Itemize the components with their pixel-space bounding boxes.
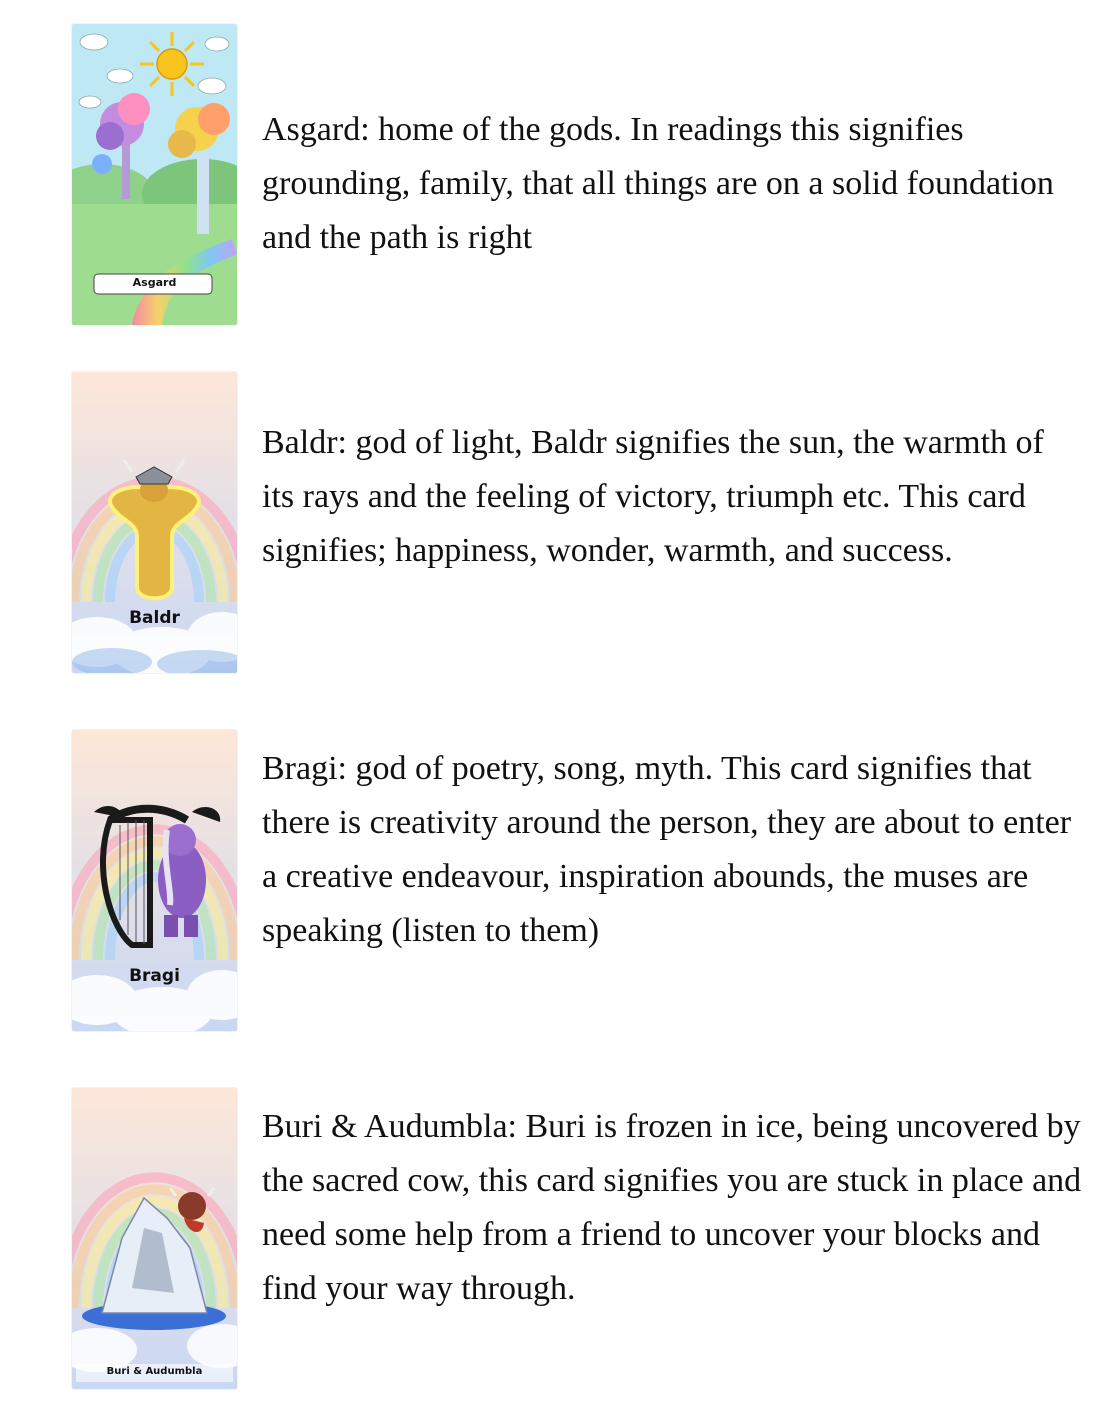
buri-audumbla-card-label: Buri & Audumbla [106, 1366, 203, 1377]
asgard-description: Asgard: home of the gods. In readings this signifies grounding, family, that all things are on a solid foundation and the path is right [262, 111, 1054, 256]
asgard-card-label: Asgard [132, 276, 177, 289]
baldr-card-image [72, 372, 237, 673]
asgard-card-image [72, 24, 237, 325]
bragi-description: Bragi: god of poetry, song, myth. This card signifies that there is creativity around the person, they are about to enter a creative endeavour, inspiration abounds, the muses are speaking (listen to them) [262, 750, 1072, 949]
buri-audumbla-description: Buri & Audumbla: Buri is frozen in ice, being uncovered by the sacred cow, this card signifies you are stuck in place and need some help from a friend to uncover your blocks and find your way through. [262, 1108, 1082, 1307]
baldr-card-label: Baldr [129, 608, 180, 628]
bragi-card-label: Bragi [129, 966, 180, 986]
baldr-description: Baldr: god of light, Baldr signifies the sun, the warmth of its rays and the feeling of victory, triumph etc. This card signifies; happiness, wonder, warmth, and success. [262, 424, 1044, 569]
bragi-card-image [72, 730, 237, 1031]
buri-audumbla-card-image [72, 1088, 237, 1389]
